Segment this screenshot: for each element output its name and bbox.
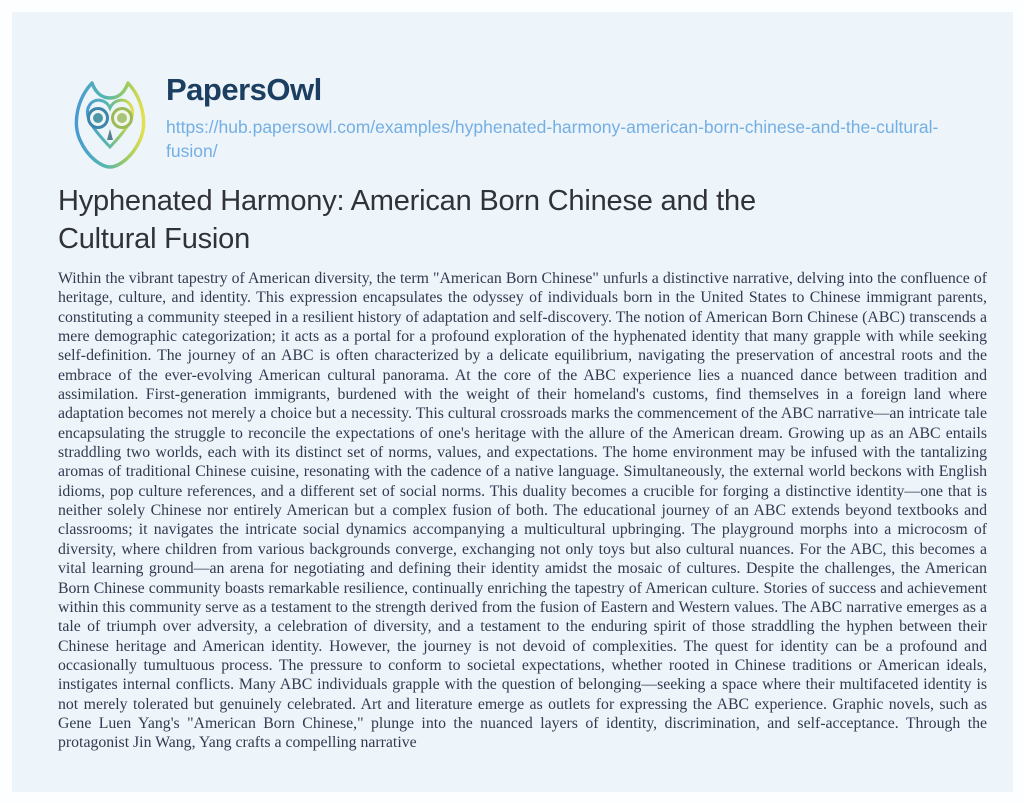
brand-title: PapersOwl <box>166 72 322 107</box>
owl-logo-icon <box>60 72 160 172</box>
document-sheet <box>12 12 1013 792</box>
page-title: Hyphenated Harmony: American Born Chinese and the Cultural Fusion <box>58 185 756 255</box>
papersowl-logo[interactable] <box>60 72 160 172</box>
essay-body-text: Within the vibrant tapestry of American diversity, the term "American Born Chinese" unfurls a distinctive narrative, delving into the confluence of heritage, culture, and identity. This expression encapsulates the odyssey of individuals born in the United States to Chinese immigrant parents, constituting a community steeped in a resilient history of adaptation and self-discovery. The notion of American Born Chinese (ABC) transcends a mere demographic categorization; it acts as a portal for a profound exploration of the hyphenated identity that many grapple with while seeking self-definition. The journey of an ABC is often characterized by a delicate equilibrium, navigating the preservation of ancestral roots and the embrace of the ever-evolving American cultural panorama. At the core of the ABC experience lies a nuanced dance between tradition and assimilation. First-generation immigrants, burdened with the weight of their homeland's customs, find themselves in a foreign land where adaptation becomes not merely a choice but a necessity. This cultural crossroads marks the commencement of the ABC narrative—an intricate tale encapsulating the struggle to reconcile the expectations of one's heritage with the allure of the American dream. Growing up as an ABC entails straddling two worlds, each with its distinct set of norms, values, and expectations. The home environment may be infused with the tantalizing aromas of traditional Chinese cuisine, resonating with the cadence of a native language. Simultaneously, the external world beckons with English idioms, pop culture references, and a different set of social norms. This duality becomes a crucible for forging a distinctive identity—one that is neither solely Chinese nor entirely American but a complex fusion of both. The educational journey of an ABC extends beyond textbooks and classrooms; it navigates the intricate social dynamics accompanying a multicultural upbringing. The playground morphs into a microcosm of diversity, where children from various backgrounds converge, exchanging not only toys but also cultural nuances. For the ABC, this becomes a vital learning ground—an arena for negotiating and defining their identity amidst the mosaic of cultures. Despite the challenges, the American Born Chinese community boasts remarkable resilience, continually enriching the tapestry of American culture. Stories of success and achievement within this community serve as a testament to the strength derived from the fusion of Eastern and Western values. The ABC narrative emerges as a tale of triumph over adversity, a celebration of diversity, and a testament to the enduring spirit of those straddling the hyphen between their Chinese heritage and American identity. However, the journey is not devoid of complexities. The quest for identity can be a profound and occasionally tumultuous process. The pressure to conform to societal expectations, whether rooted in Chinese traditions or American ideals, instigates internal conflicts. Many ABC individuals grapple with the question of belonging—seeking a space where their multifaceted identity is not merely tolerated but genuinely celebrated. Art and literature emerge as outlets for expressing the ABC experience. Graphic novels, such as Gene Luen Yang's "American Born Chinese," plunge into the nuanced layers of identity, discrimination, and self-acceptance. Through the protagonist Jin Wang, Yang crafts a compelling narrative <box>58 270 987 752</box>
article-url-link[interactable]: https://hub.papersowl.com/examples/hyphenated-harmony-american-born-chinese-and-the-cultural-fusion/ <box>166 117 939 161</box>
